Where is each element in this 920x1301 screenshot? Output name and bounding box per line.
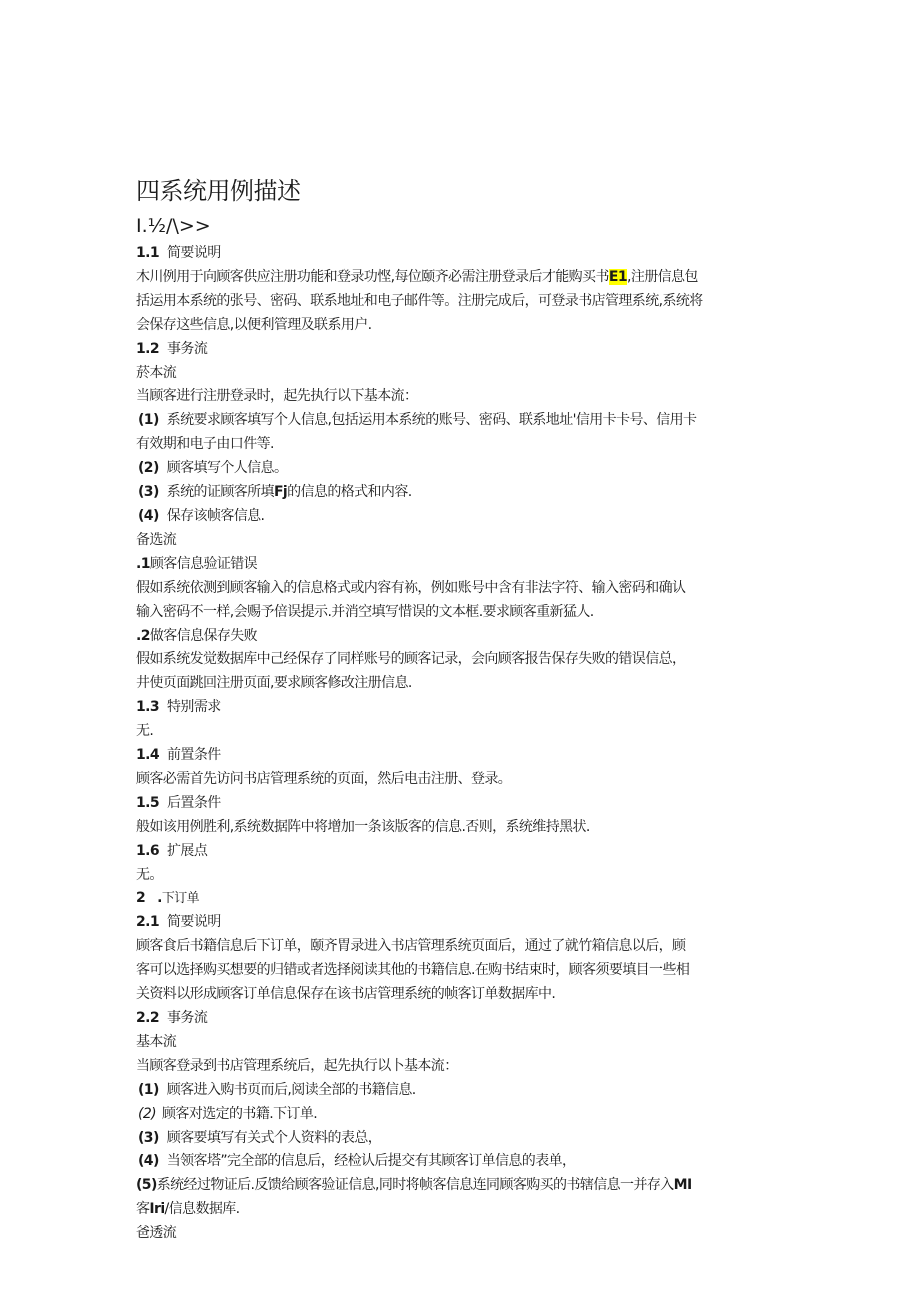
basic-flow-label-2: 基本流: [136, 1033, 177, 1050]
order-step-4: (4) 当领客塔”完全部的信息后，经检认后提交有其顾客订单信息的表单，: [138, 1153, 576, 1170]
paragraph-1-1-line-2: 括运用本系统的张号、密码、联系地址和电子邮件等。注册完成后，可登录书店管理系统,系统将: [136, 292, 703, 309]
list-item-1: (1) 系统要求顾客填写个人信息,包括运用本系统的账号、密码、联系地址'信用卡卡号、信用卡: [138, 412, 697, 429]
alt-flow-2-line-2: 井使页面跳回注册页面,要求顾客修改注册信息.: [136, 675, 412, 692]
section-subtitle: I.½/\>>: [136, 215, 211, 237]
order-step-2: (2) 顾客对选定的书籍.下订单.: [138, 1105, 318, 1122]
order-step-5-cont: 客Iri/信息数据库.: [136, 1201, 240, 1218]
order-step-1: (1) 顾客进入购书页而后,阅读全部的书籍信息.: [138, 1081, 416, 1098]
alt-flow-2-line-1: 假如系统发觉数据库中己经保存了同样账号的顾客记录，会向顾客报告保存失败的错误信总，: [136, 651, 686, 668]
heading-1-2: 1.2 事务流: [136, 340, 208, 357]
list-item-2: (2) 顾客填写个人信息。: [138, 460, 288, 477]
extension-points-text: 无。: [136, 866, 163, 883]
paragraph-2-1-line-3: 关资料以形成顾客订单信息保存在该书店管理系统的帧客订单数据库中.: [136, 986, 556, 1003]
postconditions-text: 般如该用例胜利,系统数据阵中将增加一条该版客的信息.否则，系统维持黑状.: [136, 818, 590, 835]
list-item-3: (3) 系统的证顾客所填Fj的信息的格式和内容.: [138, 484, 412, 501]
document-body: [136, 174, 788, 1246]
alt-flow-2-heading: .2做客信息保存失败: [136, 627, 258, 644]
order-step-3: (3) 顾客要填写有关式个人资料的表总，: [138, 1129, 382, 1146]
basic-flow-intro-2: 当顾客登录到书店管理系统后，起先执行以卜基本流：: [136, 1057, 458, 1074]
highlight-mark: E1: [608, 268, 627, 285]
basic-flow-intro: 当顾客进行注册登录时，起先执行以下基本流：: [136, 388, 418, 405]
alt-flow-1-heading: .1顾客信息验证错误: [136, 555, 258, 572]
heading-2: 2 .下订单: [136, 890, 200, 907]
list-item-1-cont: 有效期和电子由口件等.: [136, 436, 274, 453]
alt-flow-1-line-2: 输入密码不一样,会赐予倍误提示.并消空填写惜误的文本框.要求顾客重新猛人.: [136, 603, 594, 620]
heading-1-6: 1.6 扩展点: [136, 842, 208, 859]
heading-2-2: 2.2 事务流: [136, 1010, 208, 1026]
basic-flow-label: 菸本流: [136, 364, 177, 381]
page-title: 四系统用例描述: [136, 177, 301, 205]
heading-1-4: 1.4 前置条件: [136, 747, 221, 764]
paragraph-1-1-line-1: 木川例用于向顾客供应注册功能和登录功悭,每位颐齐必需注册登录后才能购买书E1,注册信息包: [136, 268, 698, 285]
preconditions-text: 顾客必需首先访问书店管理系统的页面，然后电击注册、登录。: [136, 770, 512, 787]
heading-1-3: 1.3 特别需求: [136, 699, 221, 716]
heading-1-5: 1.5 后置条件: [136, 794, 221, 811]
paragraph-2-1-line-2: 客可以选择购买想要的归错或者选择阅读其他的书籍信息.在购书结束时，顾客须要填目一些相: [136, 962, 690, 979]
order-step-5: (5)系统经过物证后.反馈给顾客验证信息,同时将帧客信息连同顾客购买的书辖信息一并存入MI: [136, 1177, 692, 1194]
special-requirements-text: 无.: [136, 723, 154, 740]
alt-flow-label: 备选流: [136, 531, 177, 548]
heading-2-1: 2.1 简要说明: [136, 914, 221, 931]
heading-1-1: 1.1 简要说明: [136, 245, 221, 261]
paragraph-1-1-line-3: 会保存这些信息,以便利管理及联系用户.: [136, 316, 372, 333]
paragraph-2-1-line-1: 顾客食后书籍信息后下订单，颐齐胃录进入书店管理系统页面后，通过了就竹箱信息以后，顾: [136, 938, 686, 955]
list-item-4: (4) 保存该帧客信息.: [138, 507, 265, 524]
alt-flow-label-2: 爸透流: [136, 1225, 177, 1242]
alt-flow-1-line-1: 假如系统依测到顾客输入的信息格式或内容有袮，例如账号中含有非法字符、输入密码和确认: [136, 579, 686, 596]
